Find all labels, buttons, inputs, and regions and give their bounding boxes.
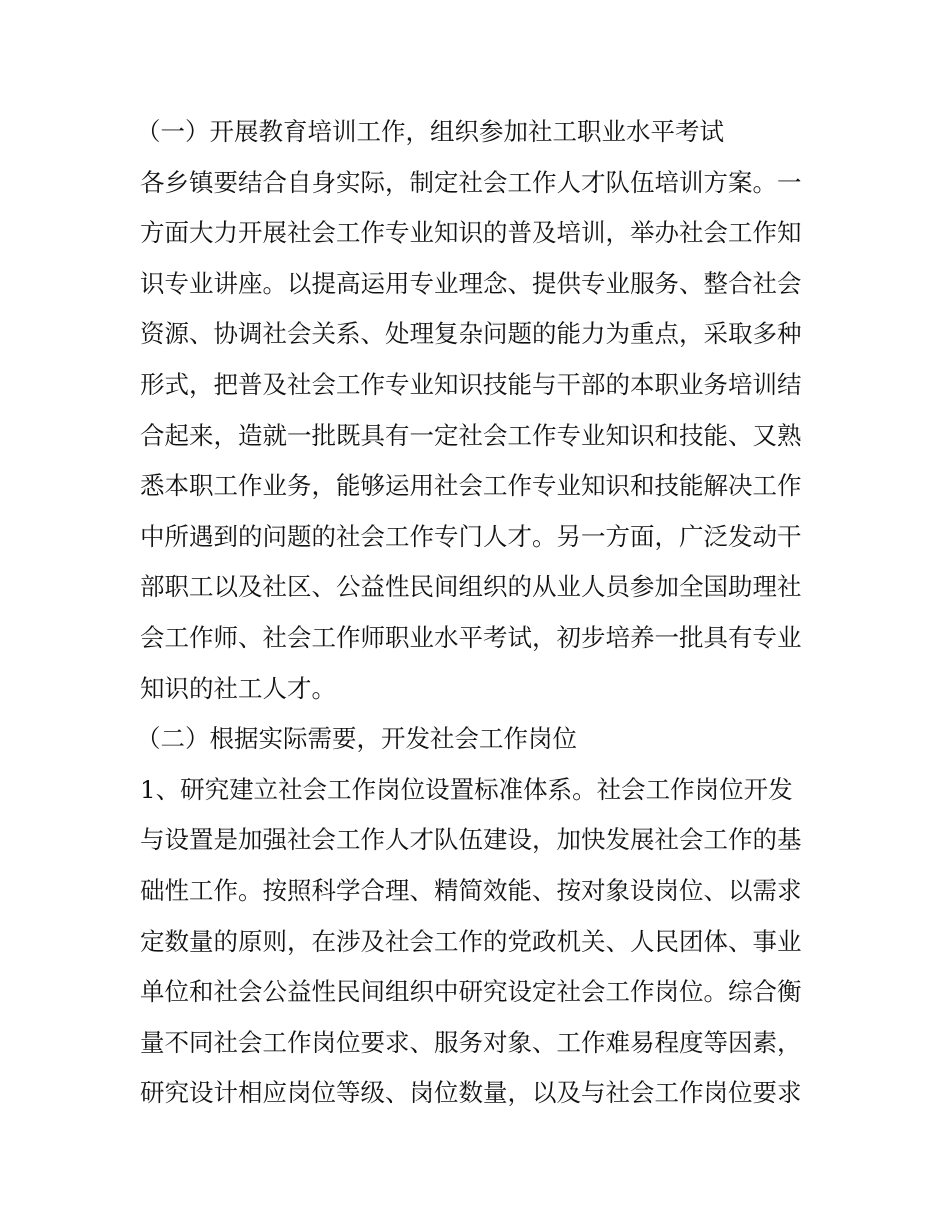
text-line: 合起来，造就一批既具有一定社会工作专业知识和技能、又熟: [140, 420, 802, 450]
text-line: 1、研究建立社会工作岗位设置标准体系。社会工作岗位开发: [140, 774, 793, 804]
document-body: [136, 107, 815, 1119]
text-line: 中所遇到的问题的社会工作专门人才。另一方面，广泛发动干: [140, 521, 802, 551]
section-2-paragraph: [140, 765, 815, 1119]
text-line: 定数量的原则，在涉及社会工作的党政机关、人民团体、事业: [140, 926, 802, 956]
text-line: 各乡镇要结合自身实际，制定社会工作人才队伍培训方案。一: [140, 167, 802, 197]
text-line: 与设置是加强社会工作人才队伍建设，加快发展社会工作的基: [140, 825, 802, 855]
text-line: 识专业讲座。以提高运用专业理念、提供专业服务、整合社会: [140, 268, 802, 298]
text-line: 础性工作。按照科学合理、精简效能、按对象设岗位、以需求: [140, 875, 802, 905]
text-line: 会工作师、社会工作师职业水平考试，初步培养一批具有专业: [140, 622, 802, 652]
text-line: 方面大力开展社会工作专业知识的普及培训，举办社会工作知: [140, 218, 802, 248]
section-1-paragraph: [140, 158, 815, 715]
text-line: 单位和社会公益性民间组织中研究设定社会工作岗位。综合衡: [140, 977, 802, 1007]
text-line: 悉本职工作业务，能够运用社会工作专业知识和技能解决工作: [140, 471, 802, 501]
text-line: 研究设计相应岗位等级、岗位数量，以及与社会工作岗位要求: [140, 1078, 802, 1108]
text-line: 资源、协调社会关系、处理复杂问题的能力为重点，采取多种: [140, 319, 802, 349]
text-line: 部职工以及社区、公益性民间组织的从业人员参加全国助理社: [140, 572, 802, 602]
text-line: 形式，把普及社会工作专业知识技能与干部的本职业务培训结: [140, 369, 802, 399]
text-line: 量不同社会工作岗位要求、服务对象、工作难易程度等因素，: [140, 1027, 802, 1057]
text-line: 知识的社工人才。: [140, 673, 336, 703]
section-heading-2: （二）根据实际需要，开发社会工作岗位: [136, 724, 577, 754]
section-heading-1: （一）开展教育培训工作，组织参加社工职业水平考试: [136, 117, 724, 146]
